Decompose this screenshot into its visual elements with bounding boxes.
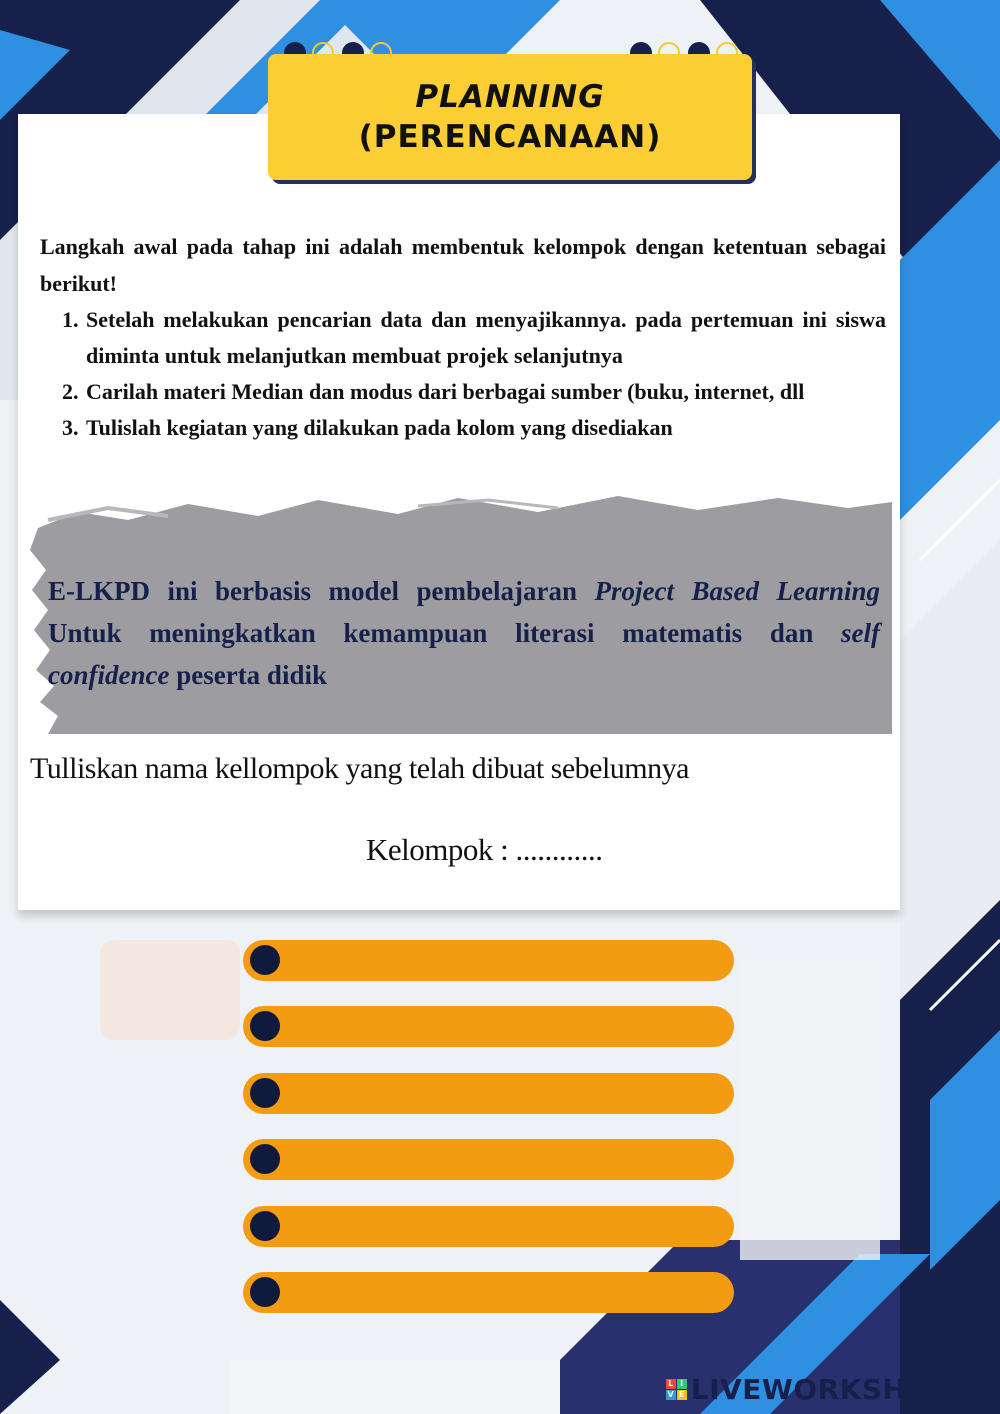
page-title: PLANNING (415, 79, 605, 115)
bullet-icon (250, 1011, 280, 1041)
list-item (62, 374, 886, 410)
answer-input[interactable] (289, 1143, 718, 1178)
answer-input[interactable] (289, 1210, 718, 1245)
answer-row (243, 940, 734, 981)
liveworksheets-logo (666, 1373, 986, 1406)
steps-list (62, 302, 886, 446)
title-box (268, 54, 752, 180)
title-banner (268, 40, 758, 185)
answer-input[interactable] (289, 1077, 718, 1112)
step-text: Tulislah kegiatan yang dilakukan pada kolom yang disediakan (86, 415, 673, 440)
bullet-icon (250, 1211, 280, 1241)
answer-row (243, 1073, 734, 1114)
list-item (62, 410, 886, 446)
answer-input[interactable] (289, 1010, 718, 1045)
bullet-icon (250, 1144, 280, 1174)
group-name-prompt: Tulliskan nama kellompok yang telah dibuat sebelumnya (30, 752, 689, 785)
bullet-icon (250, 1277, 280, 1307)
answer-row (243, 1272, 734, 1313)
model-statement: E-LKPD ini berbasis model pembelajaran Project Based Learning Untuk meningkatkan kemampuan literasi matematis dan self confidence peserta didik (48, 576, 880, 690)
bullet-icon (250, 945, 280, 975)
answer-row (243, 1006, 734, 1047)
logo-grid-icon: L I V E (666, 1379, 687, 1400)
intro-text: Langkah awal pada tahap ini adalah membentuk kelompok dengan ketentuan sebagai berikut! (40, 234, 886, 296)
answer-input[interactable] (289, 944, 718, 979)
step-text: Setelah melakukan pencarian data dan menyajikannya. pada pertemuan ini siswa diminta untuk melanjutkan membuat projek selanjutnya (86, 307, 886, 368)
step-number: 1. (62, 307, 79, 332)
group-name-field: Kelompok : ............ (366, 832, 603, 867)
answer-input[interactable] (289, 1276, 718, 1311)
page-subtitle: (PERENCANAAN) (358, 119, 662, 155)
logo-text: LIVEWORKSHEETS (690, 1373, 986, 1406)
step-number: 3. (62, 415, 79, 440)
answer-list (243, 940, 734, 1338)
step-text: Carilah materi Median dan modus dari berbagai sumber (buku, internet, dll (86, 379, 805, 404)
answer-row (243, 1206, 734, 1247)
answer-row (243, 1139, 734, 1180)
list-item (62, 302, 886, 374)
step-number: 2. (62, 379, 79, 404)
bullet-icon (250, 1078, 280, 1108)
